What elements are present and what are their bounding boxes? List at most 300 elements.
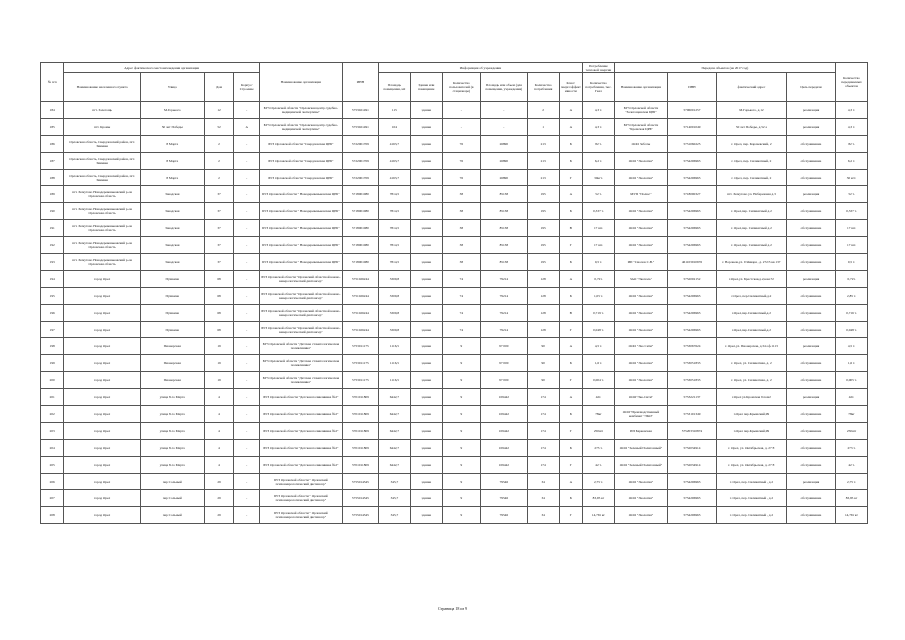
table-cell: 9 — [442, 490, 480, 507]
table-cell: 9 — [442, 389, 480, 406]
table-cell: - — [234, 152, 260, 169]
table-cell: 187 — [41, 152, 64, 169]
table-cell: 193 — [41, 254, 64, 271]
table-cell: 17 шт. — [835, 237, 867, 254]
table-row — [41, 220, 868, 237]
group-transfer: Передача объектов (на 2017 год) — [614, 63, 835, 73]
table-cell: 85138 — [480, 220, 527, 237]
table-cell: ЗАО "Экополь" — [614, 270, 667, 287]
table-cell: реализация — [787, 118, 836, 135]
table-cell: 1116,5 — [378, 372, 410, 389]
table-cell: обслуживание — [787, 406, 836, 423]
table-cell: М.Горького, д.12 — [716, 102, 786, 119]
table-cell: город Орел — [64, 473, 141, 490]
table-cell: БУЗ Орловской области " Орловский психоневрологический диспансер" — [259, 490, 342, 507]
table-cell: обслуживание — [787, 372, 836, 389]
table-row — [41, 304, 868, 321]
table-cell: реализация — [787, 338, 836, 355]
table-cell: БУЗ Орловской области " Орловский психоневрологический диспансер" — [259, 473, 342, 490]
table-cell: пер Сольный — [140, 473, 204, 490]
table-cell: 5755014345 — [342, 507, 378, 524]
table-cell: г. Орел,пер. Силикатный д.2 — [716, 237, 786, 254]
table-cell: 37 — [204, 186, 234, 203]
table-cell: - — [234, 220, 260, 237]
col-ownership: Здание или помещение — [410, 73, 442, 102]
table-cell: 5754206963 — [668, 237, 717, 254]
table-cell: 5753011175 — [342, 355, 378, 372]
table-cell: Г — [559, 422, 582, 439]
table-cell: здание — [410, 422, 442, 439]
table-cell: 5722001709 — [342, 152, 378, 169]
table-cell: 345,7 — [378, 490, 410, 507]
table-cell: Б — [559, 355, 582, 372]
table-cell: ООО "Эко Сити" — [614, 338, 667, 355]
table-cell: 4163,7 — [378, 152, 410, 169]
table-cell: обслуживание — [787, 287, 836, 304]
table-row — [41, 118, 868, 135]
col-settlement: Наименование населенного пункта — [64, 73, 141, 102]
table-cell: здание — [410, 389, 442, 406]
table-cell: 5753021491 — [342, 102, 378, 119]
table-cell: 5718001080 — [342, 237, 378, 254]
table-cell: обслуживание — [787, 422, 836, 439]
table-cell: 38 — [442, 237, 480, 254]
table-cell: 38 — [442, 186, 480, 203]
col-org: Наименование организации — [259, 63, 342, 102]
table-cell: 213 — [527, 135, 559, 152]
table-row — [41, 372, 868, 389]
table-cell: БУЗ Орловской области "Детская стоматологическая поликлиника" — [259, 355, 342, 372]
table-cell: 5754206963 — [668, 490, 717, 507]
table-cell: - — [234, 355, 260, 372]
table-cell: 1,6 т. — [835, 355, 867, 372]
table-cell: 5718001080 — [342, 186, 378, 203]
table-cell: - — [234, 490, 260, 507]
table-cell: 195 — [527, 237, 559, 254]
table-cell: 174 — [527, 456, 559, 473]
table-cell: 9 — [442, 372, 480, 389]
table-cell: БУЗ Орловской области " Новодеревеньковская ЦРБ" — [259, 220, 342, 237]
table-cell: 34 — [527, 507, 559, 524]
col-area: Площадь помещения, м2 — [378, 73, 410, 102]
table-cell: Б — [559, 254, 582, 271]
table-cell: г. Орел, ул. Силикатная, д. 2 — [716, 372, 786, 389]
table-cell: город Орел — [64, 321, 141, 338]
table-cell: - — [234, 203, 260, 220]
table-cell: Б — [559, 152, 582, 169]
table-cell: 0,048 т. — [835, 321, 867, 338]
table-cell: Пушкина — [140, 321, 204, 338]
table-cell: 26890 — [480, 169, 527, 186]
table-cell: 85138 — [480, 254, 527, 271]
table-cell: г. Орел,пер. Силикатный д.2 — [716, 203, 786, 220]
table-cell: 174 — [527, 422, 559, 439]
table-cell: 5718001080 — [342, 220, 378, 237]
table-cell: 5752002152 — [668, 270, 717, 287]
table-cell: Б — [559, 135, 582, 152]
table-cell: 79546 — [480, 473, 527, 490]
table-cell: - — [234, 169, 260, 186]
table-cell: 5754206963 — [668, 152, 717, 169]
col-house: Дом — [204, 73, 234, 102]
table-cell: 4,3 т. — [582, 118, 614, 135]
table-cell: 17 шт. — [835, 220, 867, 237]
table-cell: 5753011175 — [342, 372, 378, 389]
table-cell: ООО "Экология" — [614, 355, 667, 372]
table-row — [41, 321, 868, 338]
table-cell: 5754206963 — [668, 321, 717, 338]
table-cell: 76 — [442, 169, 480, 186]
table-cell: 5754206963 — [668, 169, 717, 186]
table-cell: В — [559, 220, 582, 237]
table-cell: 197 — [41, 321, 64, 338]
table-cell: БУЗ Орловской области "Орловский областной кожно-венерологический диспансер" — [259, 321, 342, 338]
table-cell: пгт. Хомутово Новодеревеньковский р-он Орловская область — [64, 220, 141, 237]
table-cell: 2,75 т. — [835, 473, 867, 490]
table-cell: 42 т. — [582, 456, 614, 473]
table-cell: 5701011809 — [342, 456, 378, 473]
table-row — [41, 270, 868, 287]
table-cell: БУЗ Орловской области "Кромская ЦРБ" — [614, 118, 667, 135]
table-cell: 195 — [527, 254, 559, 271]
table-cell: здание — [410, 338, 442, 355]
table-cell: здание — [410, 304, 442, 321]
table-cell: 185 — [41, 118, 64, 135]
table-cell: ООО"Эко-Сити" — [614, 389, 667, 406]
table-cell: Пушкина — [140, 270, 204, 287]
table-cell: БУЗ Орловской области " Новодеревеньковская ЦРБ" — [259, 237, 342, 254]
table-cell: 0,719 т. — [582, 304, 614, 321]
table-cell: 5754206963 — [668, 304, 717, 321]
col-inn: ИНН — [342, 63, 378, 102]
table-header — [41, 63, 868, 102]
table-cell: обслуживание — [787, 304, 836, 321]
table-cell: 104 — [378, 118, 410, 135]
table-cell: 30кгт. — [582, 169, 614, 186]
table-cell: 82 т. — [582, 135, 614, 152]
table-cell: 74 — [442, 321, 480, 338]
table-cell: 5701011809 — [342, 406, 378, 423]
table-cell: 109442 — [480, 439, 527, 456]
table-cell: 68 — [204, 287, 234, 304]
table-cell: - — [234, 406, 260, 423]
table-cell: 17 шт. — [582, 237, 614, 254]
table-cell: 5718001080 — [342, 254, 378, 271]
table-cell: 6442,7 — [378, 456, 410, 473]
table-cell: 42т. — [835, 389, 867, 406]
table-cell: 192 — [41, 237, 64, 254]
table-cell: - — [234, 135, 260, 152]
table-cell: 0,337 т. — [835, 203, 867, 220]
table-cell: здание — [410, 355, 442, 372]
table-cell: БУЗ Орловской области "Свердловская ЦРБ" — [259, 152, 342, 169]
table-row — [41, 389, 868, 406]
table-cell: 5722001709 — [342, 135, 378, 152]
table-cell: Заводская — [140, 254, 204, 271]
table-cell: 199 — [41, 355, 64, 372]
table-cell: 6442,7 — [378, 439, 410, 456]
table-cell: 26890 — [480, 135, 527, 152]
table-cell: обслуживание — [787, 254, 836, 271]
table-cell: 5714001049 — [668, 118, 717, 135]
table-cell: 79546 — [480, 490, 527, 507]
table-cell: 52 — [204, 118, 234, 135]
table-cell: обслуживание — [787, 456, 836, 473]
table-cell: здание — [410, 321, 442, 338]
table-cell: 78кг — [582, 406, 614, 423]
table-cell: 79214 — [480, 304, 527, 321]
table-cell: здание — [410, 118, 442, 135]
col-street: Улица — [140, 73, 204, 102]
table-cell: Орловская область, Свердловский район, пгт. Змиевка — [64, 169, 141, 186]
table-cell: 5753221137 — [668, 389, 717, 406]
table-cell: - — [442, 102, 480, 119]
table-cell: ООО "Экология" — [614, 203, 667, 220]
table-cell: Пушкина — [140, 304, 204, 321]
table-cell: 115 — [378, 102, 410, 119]
table-cell: 3309,8 — [378, 304, 410, 321]
table-cell: г. Орел,пер. Силикатный д.2 — [716, 220, 786, 237]
table-cell: - — [234, 186, 260, 203]
table-cell: БУЗ Орловской области "Орловский областной кожно-венерологический диспансер" — [259, 304, 342, 321]
table-cell: г.Орел,ул. Брестская,д.2,ком.72 — [716, 270, 786, 287]
table-cell: БУЗ Орловской области "Детская поликлиника №2" — [259, 439, 342, 456]
table-cell: г. Орел, пер. Силикатный, 2 — [716, 169, 786, 186]
table-cell: 50 лет Победы, д.52 а — [716, 118, 786, 135]
col-recv-org: Наименование организации — [614, 73, 667, 102]
table-cell: 90 — [527, 372, 559, 389]
table-cell: 0,5 т. — [582, 254, 614, 271]
table-cell: обслуживание — [787, 439, 836, 456]
table-cell: 74 — [442, 287, 480, 304]
table-cell: 50 лет Победы — [140, 118, 204, 135]
table-cell: 8 Марта — [140, 152, 204, 169]
table-cell: А — [559, 389, 582, 406]
table-cell: 5755014345 — [342, 473, 378, 490]
table-cell: здание — [410, 490, 442, 507]
table-cell: ООО "Экология" — [614, 169, 667, 186]
table-cell: город Орел — [64, 372, 141, 389]
table-cell: 76 — [442, 135, 480, 152]
table-cell: г. Орел, пер. Силикатный , д.2 — [716, 473, 786, 490]
table-cell: 195 — [41, 287, 64, 304]
table-cell: 213 — [527, 152, 559, 169]
table-row — [41, 355, 868, 372]
table-cell: обслуживание — [787, 169, 836, 186]
table-cell: обслуживание — [787, 203, 836, 220]
table-cell: - — [234, 102, 260, 119]
table-cell: 7814,5 — [378, 220, 410, 237]
table-cell: 109442 — [480, 456, 527, 473]
table-cell: здание — [410, 152, 442, 169]
table-cell: 26890 — [480, 152, 527, 169]
table-cell: 5701011809 — [342, 389, 378, 406]
table-row — [41, 439, 868, 456]
table-row — [41, 338, 868, 355]
table-cell: 2 — [204, 152, 234, 169]
table-cell: 9 — [442, 439, 480, 456]
table-cell: 250шт — [835, 422, 867, 439]
table-cell: 5753051833 — [668, 355, 717, 372]
table-cell: 1,6 т. — [582, 355, 614, 372]
table-cell: Орловская область, Свердловский район, пгт. Змиевка — [64, 135, 141, 152]
table-cell: 29 — [204, 507, 234, 524]
table-cell: А — [559, 338, 582, 355]
table-cell: пгт. Хомутово Новодеревеньковский р-он Орловская область — [64, 186, 141, 203]
table-cell: 2,85 т. — [835, 287, 867, 304]
table-cell: 79214 — [480, 321, 527, 338]
table-cell: здание — [410, 220, 442, 237]
table-cell: 5754206963 — [668, 473, 717, 490]
table-cell: 4,3 т. — [835, 118, 867, 135]
table-cell: 6442,7 — [378, 389, 410, 406]
table-row — [41, 456, 868, 473]
table-cell: 3309,8 — [378, 321, 410, 338]
table-cell: 78кг — [835, 406, 867, 423]
table-cell: 5754206963 — [668, 287, 717, 304]
table-cell: Заводская — [140, 220, 204, 237]
table-cell: 14,76т кг — [582, 507, 614, 524]
table-cell: 7814,5 — [378, 186, 410, 203]
table-cell: 38 — [442, 203, 480, 220]
table-cell: 34 — [527, 473, 559, 490]
table-cell: пгт. Залегощь — [64, 102, 141, 119]
table-cell: 7814,5 — [378, 203, 410, 220]
table-cell: БУЗ Орловской области "Орловский областной кожно-венерологический диспансер" — [259, 270, 342, 287]
table-cell: 203 — [41, 422, 64, 439]
table-cell: - — [234, 321, 260, 338]
table-cell: 19 — [204, 338, 234, 355]
table-cell: ООО "Экология" — [614, 321, 667, 338]
table-cell: 5754206963 — [668, 220, 717, 237]
table-cell: обслуживание — [787, 237, 836, 254]
table-cell: здание — [410, 270, 442, 287]
table-cell: Пионерская — [140, 372, 204, 389]
table-cell: улица 8-го Марта — [140, 389, 204, 406]
table-cell: 19 — [204, 372, 234, 389]
table-cell: город Орел — [64, 355, 141, 372]
table-cell: 4 — [204, 456, 234, 473]
table-row — [41, 473, 868, 490]
table-cell: ООО "Экология" — [614, 490, 667, 507]
table-cell: 198 — [41, 338, 64, 355]
table-cell: г. Воронеж,ул. 9 Января , д. 272/3 кв 137 — [716, 254, 786, 271]
table-cell: 83,95 кг — [582, 490, 614, 507]
table-cell: 4163,7 — [378, 135, 410, 152]
table-cell: 202 — [41, 406, 64, 423]
group-institution: Информация об учреждении — [378, 63, 582, 73]
table-cell: 6442,7 — [378, 406, 410, 423]
col-corp: Корпус/Строение — [234, 73, 260, 102]
table-cell: 17 шт. — [582, 220, 614, 237]
table-cell: пгт. Хомутово Новодеревеньковский р-он Орловская область — [64, 237, 141, 254]
table-cell: 575203310874 — [668, 422, 717, 439]
table-cell: 345,7 — [378, 507, 410, 524]
table-cell: г. Орел, пер. Силикатный, 2 — [716, 152, 786, 169]
table-cell: МУП "Полюс" — [614, 186, 667, 203]
table-cell: 205 — [41, 456, 64, 473]
table-cell: 5755014345 — [342, 490, 378, 507]
table-cell: 4,5 т. — [582, 338, 614, 355]
table-cell: - — [234, 287, 260, 304]
table-cell: 4 — [204, 406, 234, 423]
table-cell: - — [480, 102, 527, 119]
table-cell: 9 — [442, 338, 480, 355]
table-cell: пер Сольный — [140, 490, 204, 507]
table-row — [41, 422, 868, 439]
table-cell: ООО "Зеленый Полигонный" — [614, 439, 667, 456]
table-cell: Б — [559, 439, 582, 456]
table-cell: Г — [559, 456, 582, 473]
table-cell: 5751060225 — [668, 135, 717, 152]
table-cell: г.Орел,пер.Силикатный,д.2 — [716, 321, 786, 338]
table-cell: 109442 — [480, 406, 527, 423]
table-cell: пгт. Хомутово Новодеревеньковский р-он Орловская область — [64, 254, 141, 271]
table-cell: 2,75 т. — [582, 473, 614, 490]
table-cell: 12 — [204, 102, 234, 119]
table-cell: 37 — [204, 254, 234, 271]
table-cell: 42 т. — [835, 456, 867, 473]
table-cell: 6,2 т. — [582, 152, 614, 169]
table-cell: г.Орел пер.Крымский,99 — [716, 406, 786, 423]
table-cell: пер Сольный — [140, 507, 204, 524]
register-table — [40, 62, 868, 524]
table-cell: здание — [410, 473, 442, 490]
table-cell: 5752034914 — [668, 439, 717, 456]
table-body — [41, 102, 868, 524]
table-cell: БУЗ Орловской области " Новодеревеньковская ЦРБ" — [259, 203, 342, 220]
table-cell: 5706001257 — [668, 102, 717, 119]
table-cell: 5722001709 — [342, 169, 378, 186]
table-cell: 207 — [41, 490, 64, 507]
table-cell: 38 — [442, 220, 480, 237]
table-cell: 4 — [204, 439, 234, 456]
table-cell: БУЗ Орловской области "Свердловская ЦРБ" — [259, 135, 342, 152]
table-cell: 9 — [442, 355, 480, 372]
table-cell: 195 — [527, 186, 559, 203]
table-cell: 5701011809 — [342, 439, 378, 456]
table-cell: 128 — [527, 270, 559, 287]
table-cell: 9 — [442, 456, 480, 473]
table-cell: пгт. Хомутово Новодеревеньковский р-он Орловская область — [64, 203, 141, 220]
table-cell: - — [234, 237, 260, 254]
table-cell: 204 — [41, 439, 64, 456]
table-cell: - — [234, 304, 260, 321]
table-cell: 191 — [41, 220, 64, 237]
table-cell: г. Орел, ул. Октябрьская, д. 27 Е — [716, 439, 786, 456]
table-cell: 83,95 кг — [835, 490, 867, 507]
table-cell: ООО "Зеленый Полигонный" — [614, 456, 667, 473]
table-cell: ООО "Экология" — [614, 152, 667, 169]
table-cell: - — [234, 372, 260, 389]
table-cell: БУЗ Орловской области "Детская поликлиника №2" — [259, 389, 342, 406]
table-row — [41, 254, 868, 271]
table-cell: здание — [410, 186, 442, 203]
table-cell: 9 — [442, 422, 480, 439]
table-cell: 4,3 т. — [582, 102, 614, 119]
table-cell: 76 — [442, 152, 480, 169]
table-cell: г. Орел, ул. Октябрьская, д. 27 Е — [716, 456, 786, 473]
table-cell: реализация — [787, 102, 836, 119]
table-cell: 90 — [527, 355, 559, 372]
table-cell: 206 — [41, 473, 64, 490]
col-total: Количество передаваемых объектов — [835, 63, 867, 102]
table-cell: 194 — [41, 270, 64, 287]
table-cell: здание — [410, 372, 442, 389]
table-cell: ООО "Экология" — [614, 287, 667, 304]
table-cell: - — [234, 439, 260, 456]
table-row — [41, 169, 868, 186]
